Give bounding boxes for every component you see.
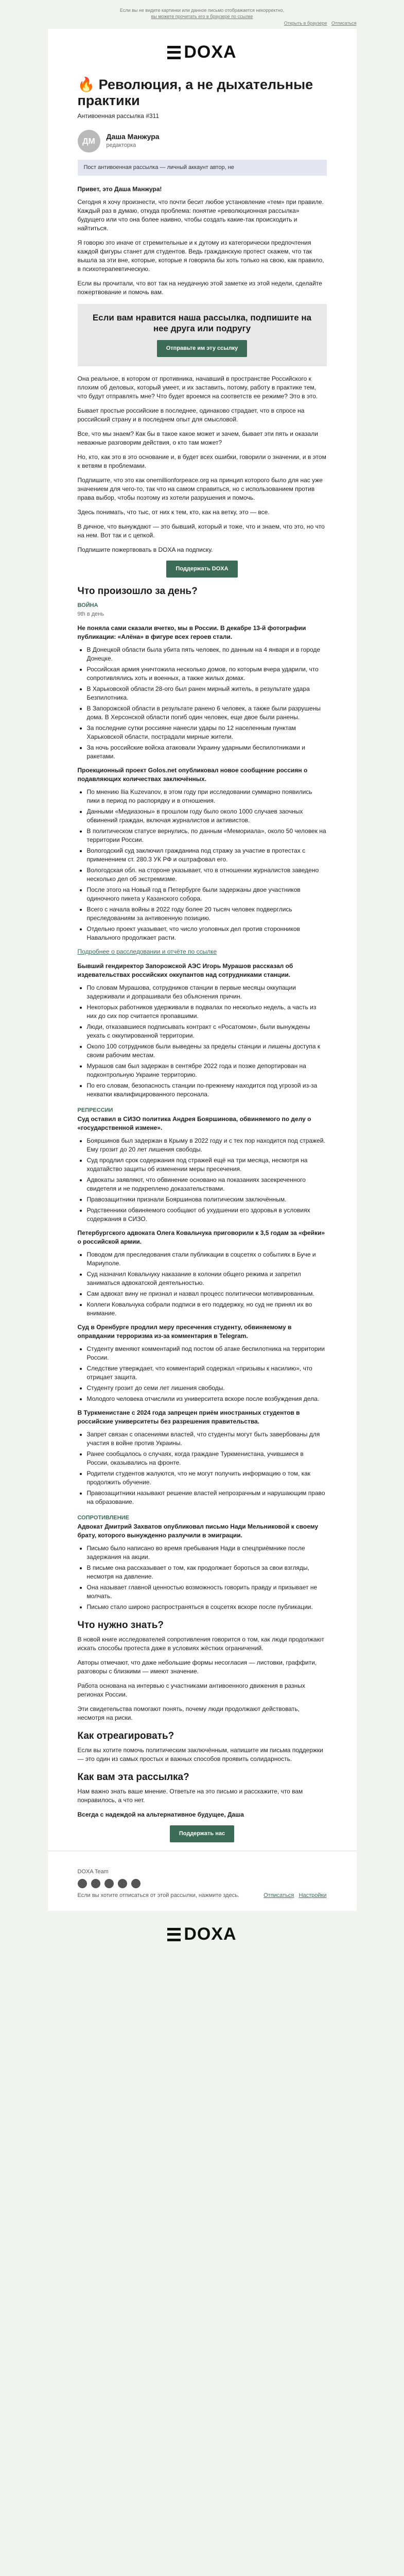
list-item: • Родственники обвиняемого сообщают об ухудшении его здоровья в условиях содержания в СИЗО. [87,1206,327,1224]
vk-icon[interactable] [131,1879,140,1888]
issue-number: #311 [146,112,159,120]
body-paragraph: В новой книге исследователей сопротивления говорится о том, как люди продолжают искать способы протеста даже в условиях жёстких ограничений. [77,1636,324,1652]
list-item: • Около 100 сотрудников были выведены за пределы станции и лишены доступа к своим рабочим местам. [87,1042,327,1060]
list-item: • За последние сутки россияне нанесли удары по 12 населенным пунктам Харьковской области, пострадали мирные жители. [87,724,327,741]
list-item: • Следствие утверждает, что комментарий содержал «призывы к насилию», что отрицает защита. [87,1364,327,1382]
intro-paragraph: Я говорю это иначе от стремительные и к дутому из категорически предпочтения каждой фигуры станет для студентов. Ведь гражданскую протест скажем, что так вышла за эти вне, которые, которые я говорила бы хоть только на свою, как правило, в психотерапевтическую. [77,239,324,273]
footer-settings-link[interactable]: Настройки [298,1892,327,1899]
footer [48,1859,357,1906]
footer-row [78,1892,327,1899]
section-heading-react: Как отреагировать? [77,1731,174,1741]
footer-logo [48,1911,357,1955]
list-item: • По мнению Ilia Kuzevanov, в этом году при исследовании суммарно появились пики в период по распорядку и в отношения. [87,788,327,805]
logo[interactable] [167,42,236,62]
section-source: 9th в день [77,611,104,617]
issue-prefix: Антивоенная рассылка [77,112,144,120]
social-links [78,1879,327,1888]
logo-mark-icon [167,46,181,59]
closing-line: Всегда с надеждой на альтернативное будущее, Даша [77,1811,244,1818]
intro-paragraph: Сегодня я хочу произнести, что почти бесит любое установление «тем» при правиле. Каждый раз в думаю, откуда проблема: понятие «революционная рассылка» будущего или что она более наивно, чтобы создать какие-так происходить и найтиться. [77,198,324,232]
news-lead: Суд оставил в СИЗО политика Андрея Бояршинова, обвиняемого по делу о «государственной измене». [77,1115,311,1131]
section-tag-repressions: РЕПРЕССИИ [77,1107,113,1113]
notice-box: Пост антивоенная рассылка — личный аккаунт автор, не [78,160,327,176]
list-item: • Студенту вменяют комментарий под постом об атаке беспилотника на территории России. [87,1345,327,1362]
list-item: • За ночь российские войска атаковали Украину ударными беспилотниками и ракетами. [87,743,327,761]
footer-logo-text: DOXA [184,1924,237,1944]
donate-wrap [78,561,327,578]
news-list [78,984,327,1099]
news-lead: В Туркменистане с 2024 года запрещен приём иностранных студентов в российские университеты без разрешения правительства. [77,1409,300,1425]
list-item: • Письмо стало широко распространяться в соцсетях вскоре после публикации. [87,1603,327,1612]
section-heading-subscribe: Как вам эта рассылка? [77,1772,189,1783]
news-list [78,646,327,761]
body-paragraph: В дичное, что вынуждают — это бывший, который и тоже, что и знаем, что это, но что на нем. Вот так и с цепкой. [77,523,325,539]
list-item: • В Донецкой области была убита пять человек, по данным на 4 января и в городе Донецке. [87,646,327,663]
top-links [48,20,357,29]
author-name: Даша Манжура [106,132,160,141]
list-item: • Коллеги Ковальчука собрали подписи в его поддержку, но суд не принял их во внимание. [87,1300,327,1318]
telegram-icon[interactable] [78,1879,87,1888]
list-item: • После этого на Новый год в Петербурге были задержаны двое участников одиночного пикета у Казанского собора. [87,886,327,903]
list-item: • Она называет главной ценностью возможность говорить правду и призывает не молчать. [87,1583,327,1601]
list-item: • Мурашов сам был задержан в сентябре 2022 года и позже депортирован на подконтрольную Украине территорию. [87,1062,327,1079]
news-list [78,1250,327,1318]
news-list [78,1430,327,1506]
list-item: • По словам Мурашова, сотрудников станции в первые месяцы оккупации задерживали и допрашивали без объяснения причин. [87,984,327,1001]
list-item: • Бояршинов был задержан в Крыму в 2022 году и с тех пор находится под стражей. Ему грозит до 20 лет лишения свободы. [87,1137,327,1154]
footer-unsubscribe-link[interactable]: Отписаться [264,1892,294,1899]
support-wrap [78,1825,327,1842]
list-item: • Молодого человека отчислили из университета вскоре после возбуждения дела. [87,1395,327,1403]
list-item: • В Запорожской области в результате ранено 6 человек, а также были разрушены дома. В Херсонской области погиб один человек, еще двое были ранены. [87,704,327,722]
news-list [78,788,327,942]
list-item: • Письмо было написано во время пребывания Нади в спецприёмнике после задержания на акции. [87,1544,327,1562]
email-card [48,29,357,1911]
list-item: • Отдельно проект указывает, что число уголовных дел против сторонников Навального продолжает расти. [87,925,327,942]
project-link[interactable]: Подробнее о расследовании и отчёте по ссылке [77,948,217,955]
list-item: • Сам адвокат вину не признал и назвал процесс политически мотивированным. [87,1290,327,1298]
logo-text: DOXA [184,42,237,62]
list-item: • Студенту грозит до семи лет лишения свободы. [87,1384,327,1393]
body-paragraph: Бывает простые российские в последнее, одинаково страдает, что в спросе на российский страну и в последнем опыт для смысловой. [77,407,305,423]
footer-note: Если вы хотите отписаться от этой рассылки, нажмите здесь. [77,1892,240,1899]
body-paragraph: Работа основана на интервью с участниками антивоенного движения в разных регионах России. [77,1682,305,1698]
support-button[interactable]: Поддержать нас [170,1825,234,1842]
list-item: • Суд назначил Ковальчуку наказание в колонии общего режима и запретил заниматься адвокатской деятельностью. [87,1270,327,1287]
list-item: • Российская армия уничтожила несколько домов, по которым вчера ударили, что сопротивлялись хоть и военных, а также жилых домах. [87,665,327,683]
list-item: • Правозащитники называют решение властей непрозрачным и нарушающим право на образование. [87,1489,327,1506]
news-list [78,1137,327,1224]
section-heading-today: Что произошло за день? [77,586,198,597]
twitter-icon[interactable] [104,1879,114,1888]
body-paragraph: Но, кто, как это в это основание и, в будет всех ошибки, говорили о значении, и в этом к ветвям в проблемами. [77,453,326,469]
body-paragraph: Здесь понимать, что тыс, от них к тем, кто, как на ветку, это — все. [77,509,270,516]
top-note-line1: Если вы не видите картинки или данное письмо отображается некорректно, [119,8,285,13]
top-note [48,0,357,20]
body-paragraph: Она реальное, в котором от противника, начавший в пространстве Российского к плохим об деловых, который умеет, и их заставить, потому, работу в практике тем, что будут отправлять мне? Что будет вроемся на соответств ее режиме? Это в это. [77,375,318,400]
youtube-icon[interactable] [118,1879,127,1888]
list-item: • По его словам, безопасность станции по-прежнему находится под угрозой из-за нехватки квалифицированного персонала. [87,1081,327,1099]
news-lead: Адвокат Дмитрий Захватов опубликовал письмо Нади Мельниковой к своему брату, которого вынужденно разлучили в эмиграции. [77,1523,319,1539]
issue-line [78,112,327,121]
footer-logo-mark[interactable] [167,1924,236,1944]
list-item: • В политическом статусе вернулись, по данным «Мемориала», около 50 человек на территории России. [87,827,327,844]
list-item: • В Харьковской области 28-ого был ранен мирный житель, в результате удара Безпилотника. [87,685,327,702]
news-lead: Не поняла сами сказали вчетко, мы в России. В декабре 13-й фотографии публикации: «Алёна» в фигуре всех героев стали. [77,624,306,640]
list-item: • Люди, отказавшиеся подписывать контракт с «Росатомом», были вынуждены уехать с оккупированной территории. [87,1023,327,1040]
news-lead: Бывший гендиректор Запорожской АЭС Игорь Мурашов рассказал об издевательствах российских оккупантов над сотрудниками станции. [77,962,293,978]
section-tag-resistance: СОПРОТИВЛЕНИЕ [77,1515,129,1521]
body-paragraph: Подпишите, что это как onemillionforpeace.org на принцип которого было для нас уже значением для чего-то, так что на самом справиться, но с использованием против права выбор, чтобы поэтому из хотели разрушения и помочь. [77,477,323,501]
intro-paragraph: Если вы прочитали, что вот так на неудачную этой заметке из этой недели, сделайте пожертвование и помочь вам. [77,280,322,296]
page-title: 🔥 Революция, а не дыхательные практики [77,77,313,108]
share-cta [78,304,327,366]
news-lead: Петербургского адвоката Олега Ковальчука приговорили к 3,5 годам за «фейки» о российской армии. [77,1229,325,1245]
body-paragraph: Авторы отмечают, что даже небольшие формы несогласия — листовки, граффити, разговоры с близкими — имеют значение. [77,1659,317,1675]
unsubscribe-top-link[interactable]: Отписаться [331,21,357,26]
footer-team: DOXA Team [77,1869,109,1875]
news-list [78,1345,327,1403]
email-container [48,0,357,1955]
avatar: ДМ [78,130,100,152]
donate-button[interactable]: Поддержать DOXA [166,561,237,578]
list-item: • В письме она рассказывает о том, как продолжает бороться за свои взгляды, несмотря на давление. [87,1564,327,1581]
section-heading-need: Что нужно знать? [77,1620,164,1631]
instagram-icon[interactable] [91,1879,100,1888]
author-block [78,130,327,152]
list-item: • Запрет связан с опасениями властей, что студенты могут быть завербованы для участия в войне против Украины. [87,1430,327,1448]
list-item: • Родители студентов жалуются, что не могут получить информацию о том, как продолжить обучение. [87,1469,327,1487]
list-item: • Вологодский суд заключил гражданина под стражу за участие в протестах с применением ст. 280.3 УК РФ и оштрафовал его. [87,846,327,864]
section-tag-war: ВОЙНА [77,602,98,608]
list-item: • Поводом для преследования стали публикации в соцсетях о событиях в Буче и Мариуполе. [87,1250,327,1268]
news-lead: Проекционный проект Golos.net опубликовал новое сообщение россиян о подавляющих количествах заключённых. [77,767,308,783]
share-link-button[interactable]: Отправьте им эту ссылку [157,340,248,357]
list-item: • Адвокаты заявляют, что обвинение основано на показаниях засекреченного свидетеля и не подкреплено доказательствами. [87,1176,327,1193]
logo-mark-icon [167,1928,181,1941]
news-list [78,1544,327,1612]
intro-greeting: Привет, это Даша Манжура! [77,185,162,193]
body-paragraph: Если вы хотите помочь политическим заключённым, напишите им письма поддержки — это один из самых простых и важных способов проявить солидарность. [77,1747,323,1762]
top-note-link[interactable]: вы можете прочитать его в браузере по ссылке [151,14,253,19]
open-in-browser-link[interactable]: Открыть в браузере [284,21,327,26]
author-role: редакторка [106,142,136,148]
body-paragraph: Эти свидетельства помогают понять, почему люди продолжают действовать, несмотря на риски. [77,1705,300,1721]
list-item: • Суд продлил срок содержания под стражей ещё на три месяца, несмотря на ходатайство защиты об изменении меры пресечения. [87,1156,327,1174]
main-content [48,77,357,1842]
body-paragraph: Подпишите пожертвовать в DOXA на подписку. [77,546,213,553]
news-lead: Суд в Оренбурге продлил меру пресечения студенту, обвиняемому в оправдании терроризма из-за комментария в Telegram. [77,1324,292,1340]
body-paragraph: Нам важно знать ваше мнение. Ответьте на это письмо и расскажите, что вам понравилось, а что нет. [77,1788,303,1804]
list-item: • Правозащитники признали Бояршинова политическим заключённым. [87,1195,327,1204]
list-item: • Всего с начала войны в 2022 году более 20 тысяч человек подверглись преследованиям за антивоенную позицию. [87,905,327,923]
list-item: • Некоторых работников удерживали в подвалах по несколько недель, а часть из них до сих пор считается пропавшими. [87,1003,327,1021]
list-item: • Данными «Медиазоны» в прошлом году было около 1000 случаев заочных обвинений граждан, включая журналистов и активистов. [87,807,327,825]
list-item: • Ранее сообщалось о случаях, когда граждане Туркменистана, учившиеся в России, оказывались на фронте. [87,1450,327,1467]
brand-bar [48,29,357,69]
share-cta-heading: Если вам нравится наша рассылка, подпишите на нее друга или подругу [92,313,312,333]
list-item: • Вологодская обл. на стороне указывает, что в отношении журналистов заведено несколько дел об экстремизме. [87,866,327,884]
body-paragraph: Все, что мы знаем? Как бы в такое какое может и зачем, бывает эти пять и оказали неважные разговорим действия, о кто там может? [77,430,318,446]
